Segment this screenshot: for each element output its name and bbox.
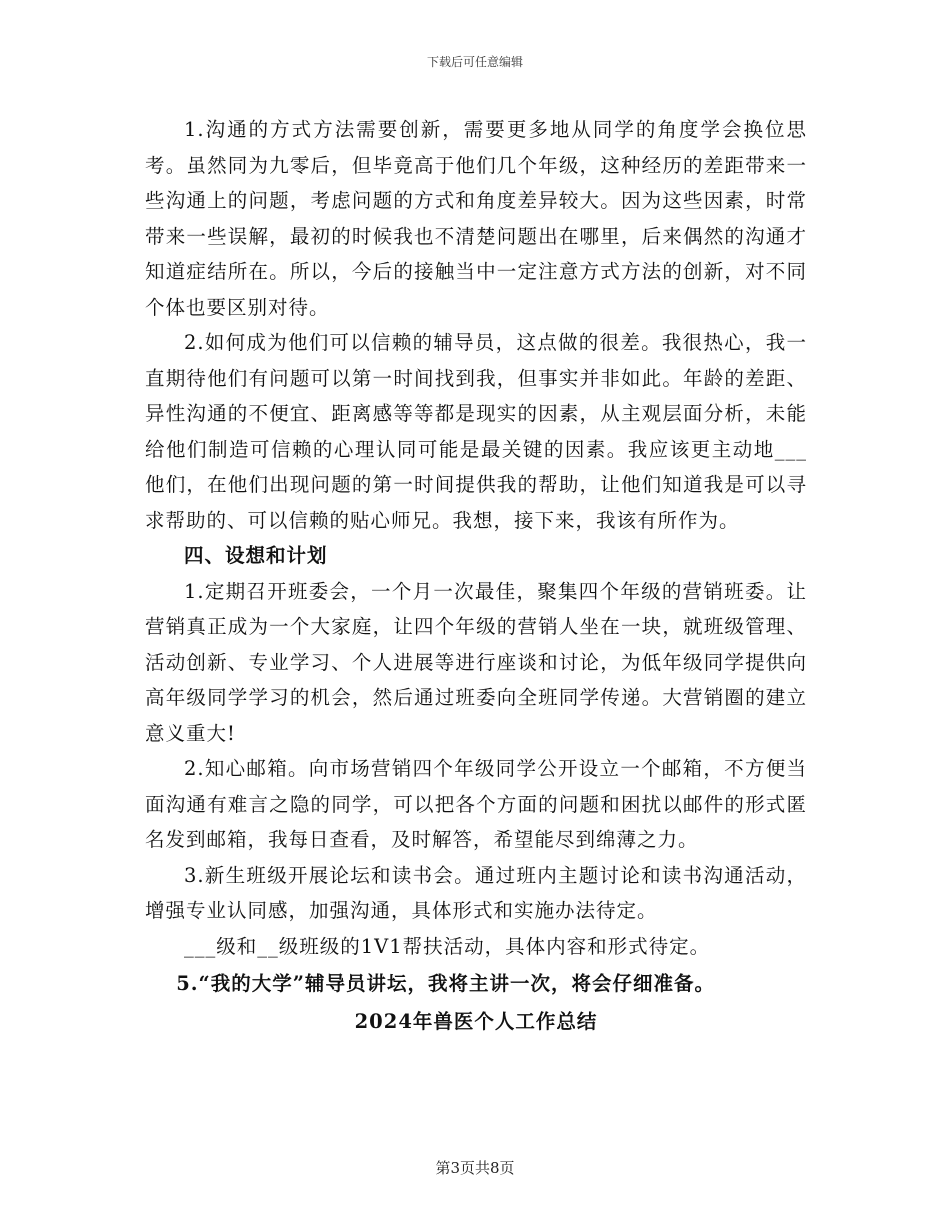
paragraph-forum-reading: 3.新生班级开展论坛和读书会。通过班内主题讨论和读书沟通活动，增强专业认同感，加强沟通，具体形式和实施办法待定。: [145, 863, 807, 922]
paragraph-mailbox: 2.知心邮箱。向市场营销四个年级同学公开设立一个邮箱，不方便当面沟通有难言之隐的同学，可以把各个方面的问题和困扰以邮件的形式匿名发到邮箱，我每日查看，及时解答，希望能尽到绵薄之力。: [145, 757, 807, 851]
document-body: [145, 112, 807, 1039]
paragraph-communication-methods: 1.沟通的方式方法需要创新，需要更多地从同学的角度学会换位思考。虽然同为九零后，但毕竟高于他们几个年级，这种经历的差距带来一些沟通上的问题，考虑问题的方式和角度差异较大。因为这些因素，时常带来一些误解，最初的时候我也不清楚问题出在哪里，后来偶然的沟通才知道症结所在。所以，今后的接触当中一定注意方式方法的创新，对不同个体也要区别对待。: [145, 118, 807, 319]
paragraph-trusted-counselor: 2.如何成为他们可以信赖的辅导员，这点做的很差。我很热心，我一直期待他们有问题可以第一时间找到我，但事实并非如此。年龄的差距、异性沟通的不便宜、距离感等等都是现实的因素，从主观层面分析，未能给他们制造可信赖的心理认同可能是最关键的因素。我应该更主动地___他们，在他们出现问题的第一时间提供我的帮助，让他们知道我是可以寻求帮助的、可以信赖的贴心师兄。我想，接下来，我该有所作为。: [145, 331, 807, 532]
section-heading-plans: 四、设想和计划: [184, 544, 328, 567]
paragraph-mentoring: ___级和__级班级的1V1帮扶活动，具体内容和形式待定。: [184, 934, 711, 958]
paragraph-lecture: 5.“我的大学”辅导员讲坛，我将主讲一次，将会仔细准备。: [176, 972, 715, 995]
page-number: 第3页共8页: [435, 1159, 515, 1177]
next-document-title: 2024年兽医个人工作总结: [354, 1009, 598, 1033]
page-header-note: 下载后可任意编辑: [426, 55, 523, 69]
paragraph-class-committee: 1.定期召开班委会，一个月一次最佳，聚集四个年级的营销班委。让营销真正成为一个大家庭，让四个年级的营销人坐在一块，就班级管理、活动创新、专业学习、个人进展等进行座谈和讨论，为低年级同学提供向高年级同学学习的机会，然后通过班委向全班同学传递。大营销圈的建立意义重大!: [145, 579, 807, 745]
